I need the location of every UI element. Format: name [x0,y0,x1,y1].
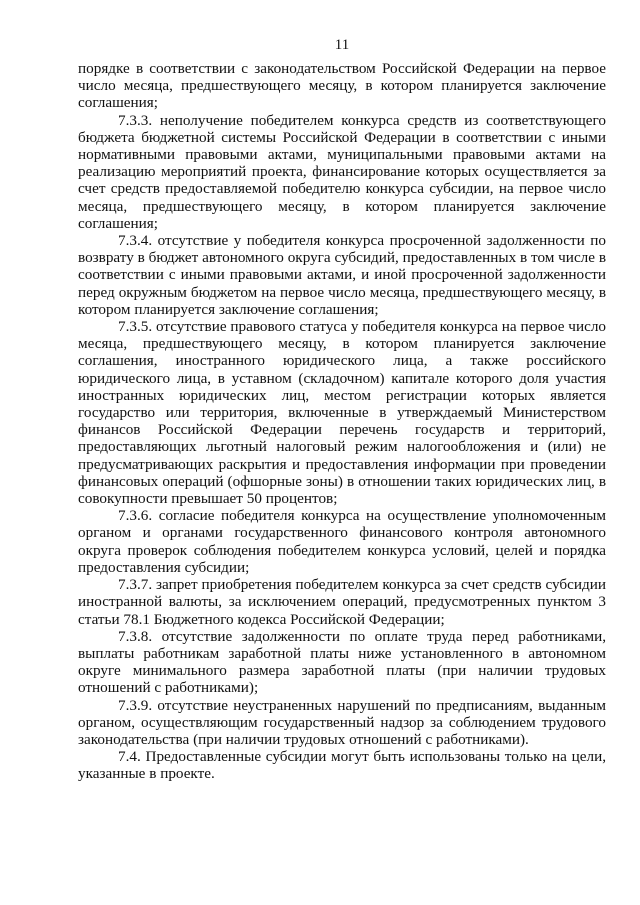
paragraph-7-4: 7.4. Предоставленные субсидии могут быть использованы только на цели, указанные в проекте. [78,748,606,783]
paragraph-7-3-3: 7.3.3. неполучение победителем конкурса средств из соответствующего бюджета бюджетной системы Российской Федерации в соответствии с иными нормативными правовыми актами, муниципальными правовыми актами на реализацию мероприятий проекта, финансирование которых осуществляется за счет средств предоставляемой победителю конкурса субсидии, на первое число месяца, предшествующего месяцу, в котором планируется заключение соглашения; [78,111,606,232]
paragraph-7-3-7: 7.3.7. запрет приобретения победителем конкурса за счет средств субсидии иностранной валюты, за исключением операций, предусмотренных пунктом 3 статьи 78.1 Бюджетного кодекса Российской Федерации; [78,576,606,628]
paragraph-7-3-8: 7.3.8. отсутствие задолженности по оплате труда перед работниками, выплаты работникам заработной платы ниже установленного в автономном округе минимального размера заработной платы (при наличии трудовых отношений с работниками); [78,627,606,697]
paragraph-7-3-5: 7.3.5. отсутствие правового статуса у победителя конкурса на первое число месяца, предшествующего месяцу, в котором планируется заключение соглашения, иностранного юридического лица, а также российского юридического лица, в уставном (складочном) капитале которого доля участия иностранных юридических лиц, местом регистрации которых является государство или территория, включенные в утверждаемый Министерством финансов Российской Федерации перечень государств и территорий, предоставляющих льготный налоговый режим налогообложения и (или) не предусматривающих раскрытия и предоставления информации при проведении финансовых операций (офшорные зоны) в отношении таких юридических лиц, в совокупности превышает 50 процентов; [78,318,606,508]
paragraph-7-3-9: 7.3.9. отсутствие неустраненных нарушений по предписаниям, выданным органом, осуществляющим государственный надзор за соблюдением трудового законодательства (при наличии трудовых отношений с работниками). [78,696,606,748]
page-number: 11 [334,37,350,53]
paragraph-continuation: порядке в соответствии с законодательством Российской Федерации на первое число месяца, предшествующего месяцу, в котором планируется заключение соглашения; [78,60,606,112]
paragraph-7-3-6: 7.3.6. согласие победителя конкурса на осуществление уполномоченным органом и органами государственного финансового контроля автономного округа проверок соблюдения победителем конкурса условий, целей и порядка предоставления субсидии; [78,507,606,576]
paragraph-7-3-4: 7.3.4. отсутствие у победителя конкурса просроченной задолженности по возврату в бюджет автономного округа субсидий, предоставленных в том числе в соответствии с иными правовыми актами, и иной просроченной задолженности перед окружным бюджетом на первое число месяца, предшествующего месяцу, в котором планируется заключение соглашения; [78,232,606,318]
